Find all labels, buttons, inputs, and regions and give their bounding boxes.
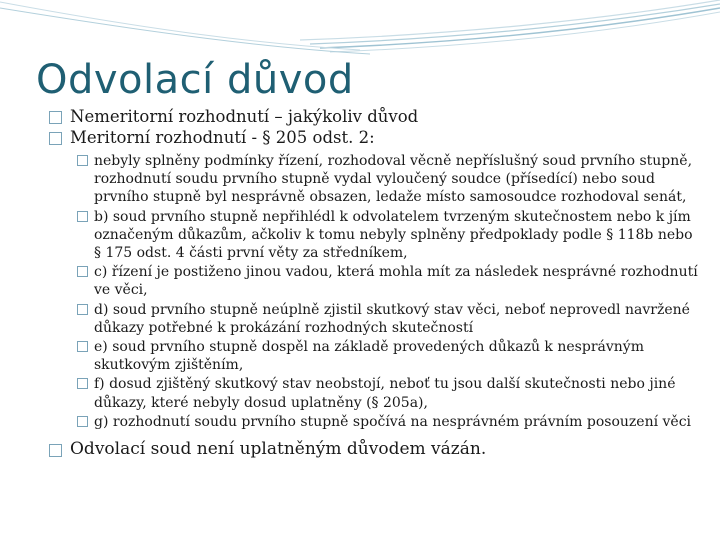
sub-bullet-text: d) soud prvního stupně neúplně zjistil skutkový stav věci, neboť neprovedl navržené důkazy potřebné k prokázání rozhodných skutečností <box>94 301 690 336</box>
sub-bullet-a <box>48 152 698 207</box>
sub-bullet-text: nebyly splněny podmínky řízení, rozhodoval věcně nepříslušný soud prvního stupně, rozhodnutí soudu prvního stupně vydal vyloučený soudce (přísedící) nebo soud prvního stupně byl nesprávně obsazen, ledaže místo samosoudce rozhodoval senát, <box>94 153 693 206</box>
sub-bullet-b <box>48 208 698 263</box>
bullet-nemeritorni <box>48 106 698 127</box>
sub-bullet-f <box>48 375 698 411</box>
square-bullet-icon <box>77 378 88 389</box>
square-bullet-icon <box>77 416 88 427</box>
sub-bullet-e <box>48 338 698 374</box>
sub-bullet-list <box>48 152 698 431</box>
square-bullet-icon <box>77 266 88 277</box>
square-bullet-icon <box>49 444 62 457</box>
bullet-closing <box>48 439 698 460</box>
slide-content <box>48 106 698 460</box>
sub-bullet-text: g) rozhodnutí soudu prvního stupně spočívá na nesprávném právním posouzení věci <box>94 413 692 430</box>
sub-bullet-text: e) soud prvního stupně dospěl na základě provedených důkazů k nesprávným skutkovým zjištěním, <box>94 339 644 374</box>
square-bullet-icon <box>77 304 88 315</box>
square-bullet-icon <box>77 341 88 352</box>
square-bullet-icon <box>49 111 62 124</box>
square-bullet-icon <box>77 211 88 222</box>
sub-bullet-text: b) soud prvního stupně nepřihlédl k odvolatelem tvrzeným skutečnostem nebo k jím označeným důkazům, ačkoliv k tomu nebyly splněny předpoklady podle § 118b nebo § 175 odst. 4 části první věty za středníkem, <box>94 208 693 262</box>
sub-bullet-c <box>48 263 698 299</box>
sub-bullet-g <box>48 413 698 431</box>
square-bullet-icon <box>49 132 62 145</box>
sub-bullet-text: f) dosud zjištěný skutkový stav neobstojí, neboť tu jsou další skutečnosti nebo jiné důkazy, které nebyly dosud uplatněny (§ 205a), <box>94 376 676 411</box>
sub-bullet-text: c) řízení je postiženo jinou vadou, která mohla mít za následek nesprávné rozhodnutí ve věci, <box>94 264 698 299</box>
bullet-text: Meritorní rozhodnutí - § 205 odst. 2: <box>70 128 375 147</box>
slide-title: Odvolací důvod <box>36 57 354 103</box>
sub-bullet-d <box>48 301 698 337</box>
bullet-text: Nemeritorní rozhodnutí – jakýkoliv důvod <box>70 107 419 126</box>
bullet-text: Odvolací soud není uplatněným důvodem vázán. <box>70 439 487 460</box>
square-bullet-icon <box>77 155 88 166</box>
bullet-meritorni <box>48 127 698 148</box>
